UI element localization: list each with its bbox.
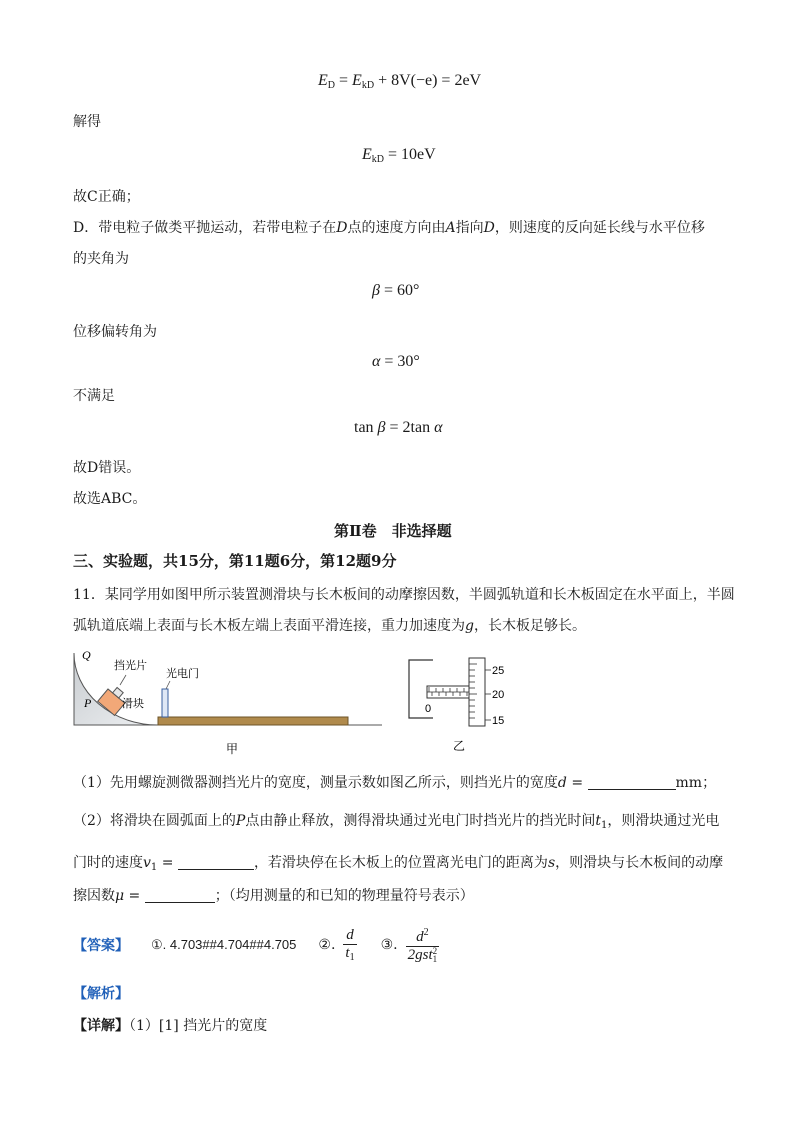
d1-post: ，则速度的反向延长线与水平位移: [494, 220, 705, 236]
sub2-l2-mid: ，若滑块停在长木板上的位置离光电门的距离为: [253, 855, 548, 871]
eq-alpha-rest: = 30°: [380, 353, 420, 370]
sub2-l2-post: ，则滑块与长木板间的动摩: [555, 855, 724, 871]
long-board: [158, 717, 348, 725]
equation-tan: [354, 419, 443, 437]
sub2-l1-t: t: [595, 813, 601, 829]
equation-ekd: [362, 146, 436, 165]
answer-2-den-wrap: [343, 945, 356, 963]
answer-3-num: d: [416, 928, 424, 945]
leader-gate: [166, 681, 170, 689]
figure-yi: [405, 652, 515, 756]
answer-3-den-sub: 1: [432, 954, 438, 965]
answer-1: ①. 4.703##4.704##4.705: [151, 937, 297, 952]
text-d-line2: 的夹角为: [73, 251, 129, 267]
text-d-line1: [73, 217, 705, 237]
answer-2-num: d: [343, 927, 356, 945]
sub2-l3-post: ；（均用测量的和已知的物理量符号表示）: [214, 888, 474, 904]
detail-line: [73, 1015, 267, 1035]
sub2-l2-eq: =: [157, 855, 178, 871]
sub2-l1-mid: 点由静止释放，测得滑块通过光电门时挡光片的挡光时间: [245, 813, 596, 829]
text-disp-angle: 位移偏转角为: [73, 324, 157, 340]
scale-label-25: 25: [492, 665, 505, 677]
sub2-line2: [73, 852, 723, 873]
sub2-line3: [73, 885, 474, 905]
answer-2-label: ②.: [318, 937, 336, 953]
answer-line: [73, 922, 439, 968]
eq-alpha-sym: α: [372, 353, 381, 370]
eq-tan-d: α: [434, 419, 443, 436]
scale-label-20: 20: [492, 689, 505, 701]
sub2-l2-pre: 门时的速度: [73, 855, 143, 871]
eq-tan-c: = 2tan: [385, 419, 435, 436]
sub2-l1-post: ，则滑块通过光电: [607, 813, 720, 829]
sub2-l2-s: s: [547, 855, 556, 871]
text-choose: 故选ABC。: [73, 491, 147, 507]
analysis-label: 【解析】: [73, 986, 129, 1002]
sub1-unit: mm；: [675, 775, 717, 791]
caption-jia: 甲: [226, 742, 239, 756]
d1-pre: D．带电粒子做类平抛运动，若带电粒子在: [73, 220, 337, 236]
answer-3-den: 2gst: [407, 946, 433, 963]
scale-label-0: 0: [425, 703, 432, 715]
d1-mid2: 指向: [455, 220, 484, 236]
d1-d2: D: [483, 220, 495, 236]
label-p: P: [84, 696, 92, 710]
section-title: 第Ⅱ卷 非选择题: [334, 522, 452, 540]
text-jiede: 解得: [73, 114, 101, 130]
sub2-mu-blank[interactable]: [145, 888, 215, 903]
micrometer-thimble: [469, 658, 485, 726]
label-huakuai: 滑块: [122, 697, 144, 710]
eq-ed-rest: + 8V(−e) = 2eV: [374, 72, 482, 89]
label-guangdianmen: 光电门: [166, 667, 199, 680]
answer-3-num-sup: 2: [423, 926, 429, 938]
leader-dangguang: [120, 675, 126, 685]
equation-alpha: [372, 353, 420, 371]
sub1-d: d: [557, 775, 567, 791]
eq-ed-ek: E: [352, 72, 362, 89]
answer-3-label: ③.: [380, 937, 398, 953]
d1-pt: D: [336, 220, 348, 236]
photogate: [162, 689, 168, 717]
eq-beta-sym: β: [372, 282, 380, 299]
eq-tan-a: tan: [354, 419, 378, 436]
label-dangguangpian: 挡光片: [114, 659, 147, 672]
text-not-satisfy: 不满足: [73, 388, 115, 404]
answer-3-num-wrap: [406, 927, 440, 947]
sub2-l3-eq: =: [124, 888, 145, 904]
equation-ed: [318, 72, 481, 91]
eq-ekd-rest: = 10eV: [384, 146, 436, 163]
part3-title: 三、实验题，共15分，第11题6分，第12题9分: [73, 552, 397, 570]
eq-ed-lhs-sub: D: [327, 80, 336, 91]
sub2-l3-mu: μ: [115, 888, 125, 904]
sub2-l1-tsub: 1: [600, 820, 608, 831]
eq-ed-ek-sub: kD: [361, 80, 375, 91]
d1-mid1: 点的速度方向由: [347, 220, 446, 236]
caption-yi: 乙: [453, 739, 466, 753]
q11-l2-post: ，长木板足够长。: [473, 618, 586, 634]
sub2-l1-pre: （2）将滑块在圆弧面上的: [73, 813, 236, 829]
answer-2-den: t: [345, 945, 350, 961]
eq-tan-b: β: [377, 419, 386, 436]
sub2-l1-p: P: [235, 813, 246, 829]
answer-2-fraction: [343, 927, 356, 963]
equation-beta: [372, 282, 419, 300]
q11-l2-pre: 弧轨道底端上表面与长木板左端上表面平滑连接，重力加速度为: [73, 618, 465, 634]
eq-beta-rest: = 60°: [379, 282, 420, 299]
answer-3-den-wrap: [406, 947, 440, 964]
q11-l1-text: 11．某同学用如图甲所示装置测滑块与长木板间的动摩擦因数，半圆弧轨道和长木板固定在水平面上，半圆: [73, 587, 735, 603]
answer-3-den-sup: 2: [432, 946, 438, 957]
text-c-correct: 故C正确；: [73, 189, 140, 205]
eq-ed-lhs: E: [318, 72, 328, 89]
sub1-pre: （1）先用螺旋测微器测挡光片的宽度，测量示数如图乙所示，则挡光片的宽度: [73, 775, 558, 791]
sub2-l2-vsub: 1: [150, 862, 158, 873]
detail-label: 【详解】: [73, 1018, 129, 1034]
detail-text: （1）[1] 挡光片的宽度: [129, 1018, 268, 1034]
d1-a: A: [445, 220, 456, 236]
eq-ed-eq: =: [335, 72, 353, 89]
eq-ekd-ek: E: [362, 146, 372, 163]
q11-line1: [73, 584, 735, 604]
figure-jia: [70, 645, 390, 760]
scale-label-15: 15: [492, 715, 505, 727]
q11-l2-g: g: [465, 618, 474, 634]
sub1-line: [73, 772, 716, 792]
sub2-l3-pre: 擦因数: [73, 888, 115, 904]
answer-3-den-scripts: [433, 947, 438, 963]
sub2-l2-v: v: [143, 855, 151, 871]
q11-line2: [73, 615, 586, 635]
answer-label: 【答案】: [73, 938, 129, 954]
label-q: Q: [82, 648, 91, 662]
answer-3-fraction: [406, 927, 440, 964]
sub1-eq: =: [566, 775, 588, 791]
sub2-v-blank[interactable]: [178, 855, 254, 870]
sub2-line1: [73, 810, 719, 831]
sub1-blank[interactable]: [588, 775, 676, 790]
text-d-wrong: 故D错误。: [73, 460, 141, 476]
eq-ekd-sub: kD: [371, 154, 385, 165]
answer-2-den-sub: 1: [349, 952, 355, 963]
